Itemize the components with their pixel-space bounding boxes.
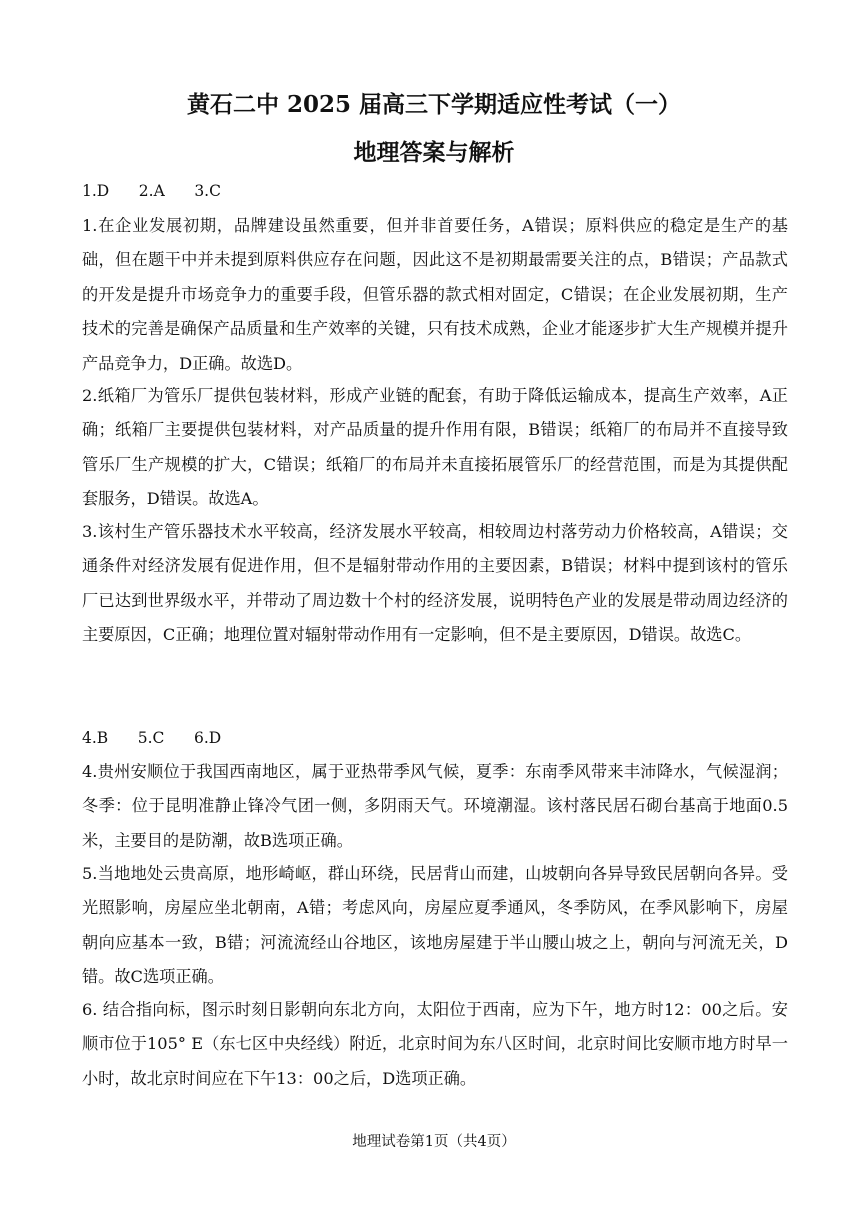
document-subtitle: 地理答案与解析 xyxy=(353,139,515,166)
explanation-q6: 6. 结合指向标，图示时刻日影朝向东北方向，太阳位于西南，应为下午，地方时12：00之后。安顺市位于105° E（东七区中央经线）附近，北京时间为东八区时间，北京时间比安顺市地方时早一小时，故北京时间应在下午13：00之后，D选项正确。 xyxy=(82,1000,788,1088)
explanation-q3: 3.该村生产管乐器技术水平较高，经济发展水平较高，相较周边村落劳动力价格较高，A错误；交通条件对经济发展有促进作用，但不是辐射带动作用的主要因素，B错误；材料中提到该村的管乐厂已达到世界级水平，并带动了周边数十个村的经济发展，说明特色产业的发展是带动周边经济的主要原因，C正确；地理位置对辐射带动作用有一定影响，但不是主要原因，D错误。故选C。 xyxy=(82,522,788,645)
explanation-q4: 4.贵州安顺位于我国西南地区，属于亚热带季风气候，夏季：东南季风带来丰沛降水，气候湿润；冬季：位于昆明准静止锋冷气团一侧，多阴雨天气。环境潮湿。该村落民居石砌台基高于地面0.5米，主要目的是防潮，故B选项正确。 xyxy=(82,762,788,850)
explanation-q2: 2.纸箱厂为管乐厂提供包装材料，形成产业链的配套，有助于降低运输成本，提高生产效率，A正确；纸箱厂主要提供包装材料，对产品质量的提升作用有限，B错误；纸箱厂的布局并不直接导致管乐厂生产规模的扩大，C错误；纸箱厂的布局并未直接拓展管乐厂的经营范围，而是为其提供配套服务，D错误。故选A。 xyxy=(82,386,788,509)
explanation-q1: 1.在企业发展初期，品牌建设虽然重要，但并非首要任务，A错误；原料供应的稳定是生产的基础，但在题干中并未提到原料供应存在问题，因此这不是初期最需要关注的点，B错误；产品款式的开发是提升市场竞争力的重要手段，但管乐器的款式相对固定，C错误；在企业发展初期，生产技术的完善是确保产品质量和生产效率的关键，只有技术成熟，企业才能逐步扩大生产规模并提升产品竞争力，D正确。故选D。 xyxy=(82,216,788,373)
page-footer: 地理试卷第1页（共4页） xyxy=(352,1134,516,1150)
answer-key-4-6: 4.B 5.C 6.D xyxy=(82,729,222,747)
explanation-q5: 5.当地地处云贵高原，地形崎岖，群山环绕，民居背山而建，山坡朝向各异导致民居朝向各异。受光照影响，房屋应坐北朝南，A错；考虑风向，房屋应夏季通风，冬季防风，在季风影响下，房屋朝向应基本一致，B错；河流流经山谷地区，该地房屋建于半山腰山坡之上，朝向与河流无关，D错。故C选项正确。 xyxy=(82,864,788,987)
document-title: 黄石二中 2025 届高三下学期适应性考试（一） xyxy=(186,91,682,118)
answer-key-1-3: 1.D 2.A 3.C xyxy=(82,182,221,200)
